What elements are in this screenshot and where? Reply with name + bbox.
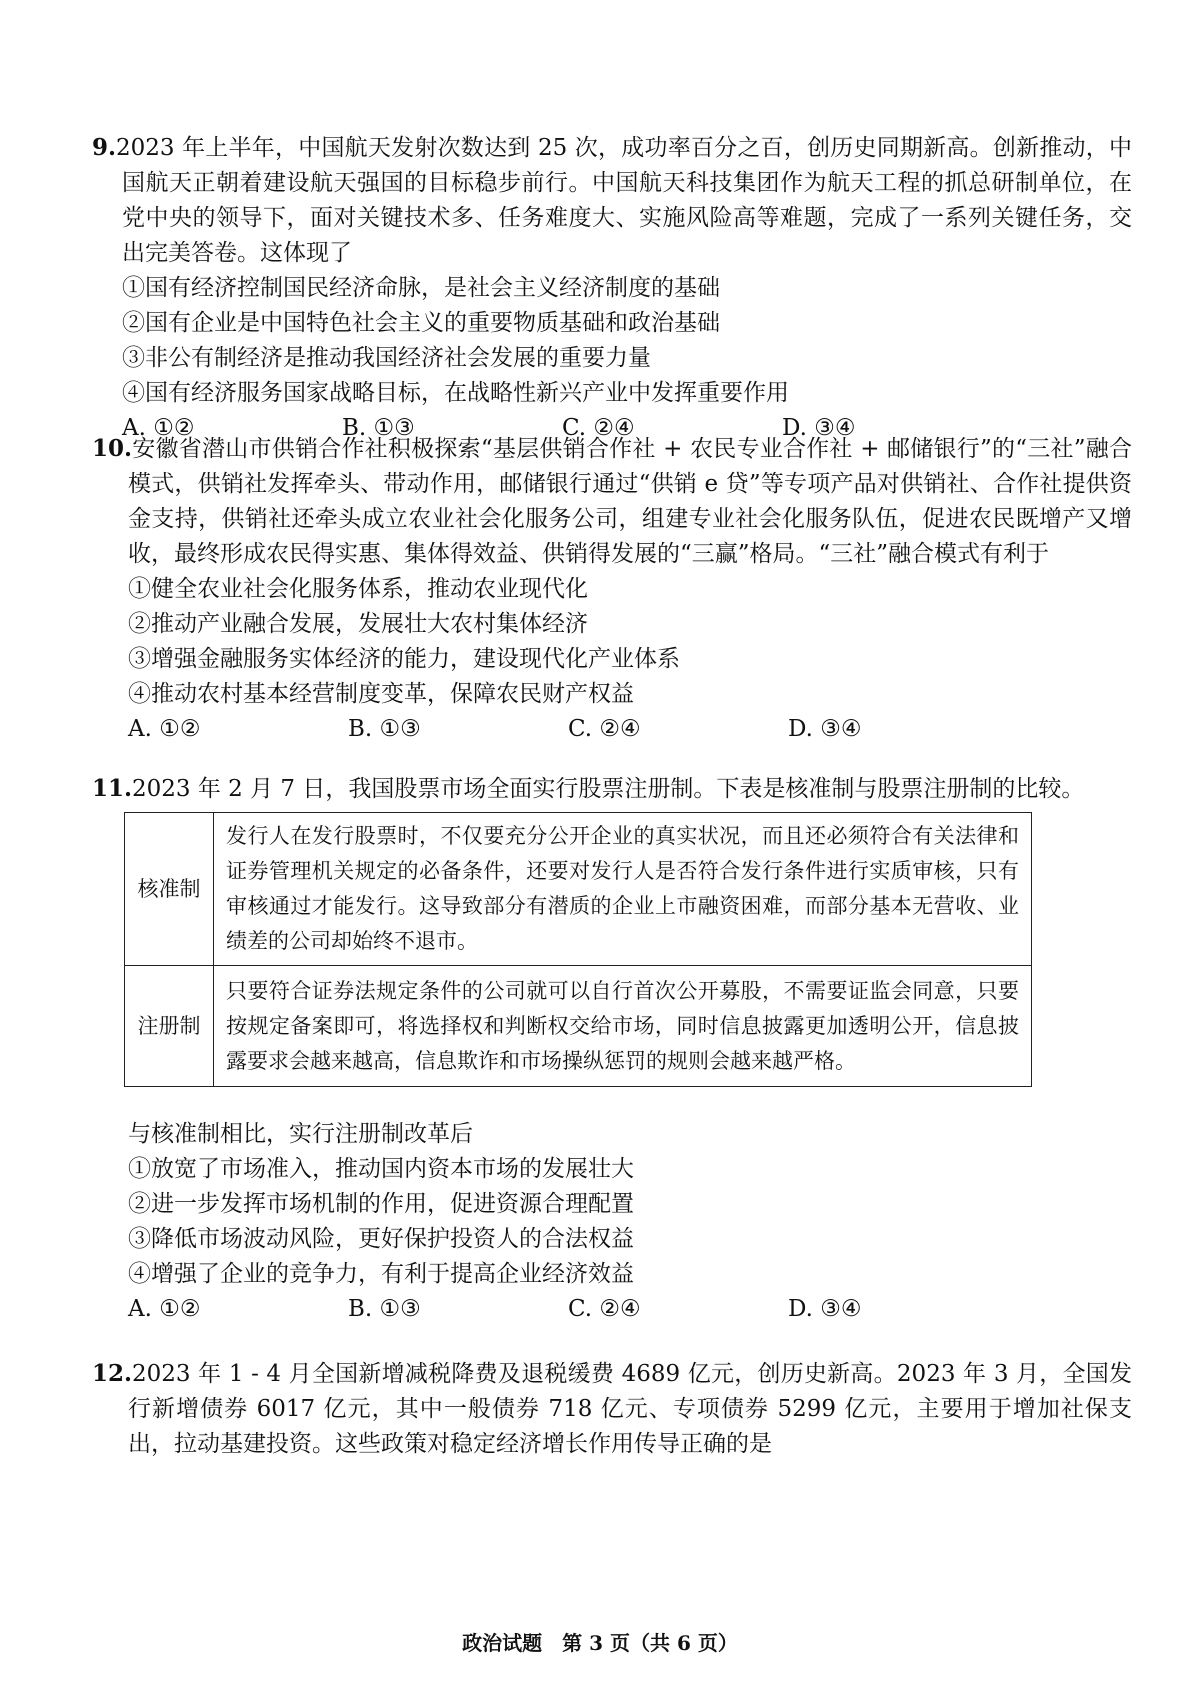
page-footer: 政治试题 第 3 页（共 6 页）	[462, 1631, 738, 1655]
option-3: ③增强金融服务实体经济的能力，建设现代化产业体系	[128, 646, 680, 672]
table-row	[125, 813, 1032, 966]
option-1: ①健全农业社会化服务体系，推动农业现代化	[128, 576, 588, 602]
option-1: ①国有经济控制国民经济命脉，是社会主义经济制度的基础	[122, 275, 720, 301]
choice-a[interactable]: A. ①②	[128, 716, 201, 742]
question-text: 2023 年 2 月 7 日，我国股票市场全面实行股票注册制。下表是核准制与股票注册制的比较。	[132, 776, 1085, 802]
comparison-table	[124, 812, 1032, 1087]
question-number: 11.	[92, 775, 133, 802]
choice-b[interactable]: B. ①③	[342, 415, 415, 441]
option-2: ②进一步发挥市场机制的作用，促进资源合理配置	[128, 1191, 634, 1217]
choice-a[interactable]: A. ①②	[122, 415, 195, 441]
choice-c[interactable]: C. ②④	[568, 716, 641, 742]
question-number: 10.	[92, 435, 133, 462]
option-2: ②推动产业融合发展，发展壮大农村集体经济	[128, 611, 588, 637]
option-4: ④推动农村基本经营制度变革，保障农民财产权益	[128, 681, 634, 707]
choice-b[interactable]: B. ①③	[348, 716, 421, 742]
option-4: ④国有经济服务国家战略目标，在战略性新兴产业中发挥重要作用	[122, 380, 789, 406]
choice-a[interactable]: A. ①②	[128, 1296, 201, 1322]
row-label-approval: 核准制	[125, 813, 214, 966]
table-row	[125, 966, 1032, 1087]
question-stem	[92, 130, 1132, 271]
question-10	[92, 431, 1132, 747]
choice-d[interactable]: D. ③④	[788, 1296, 862, 1322]
question-11-stem	[92, 771, 1132, 807]
question-9	[92, 130, 1132, 446]
option-2: ②国有企业是中国特色社会主义的重要物质基础和政治基础	[122, 310, 720, 336]
question-12	[92, 1356, 1132, 1462]
choice-c[interactable]: C. ②④	[562, 415, 635, 441]
question-text: 2023 年上半年，中国航天发射次数达到 25 次，成功率百分之百，创历史同期新高。创新推动，中国航天正朝着建设航天强国的目标稳步前行。中国航天科技集团作为航天工程的抓总研制单位，在党中央的领导下，面对关键技术多、任务难度大、实施风险高等难题，完成了一系列关键任务，交出完美答卷。这体现了	[116, 135, 1132, 266]
choice-d[interactable]: D. ③④	[782, 415, 856, 441]
row-text-registration: 只要符合证券法规定条件的公司就可以自行首次公开募股，不需要证监会同意，只要按规定备案即可，将选择权和判断权交给市场，同时信息披露更加透明公开，信息披露要求会越来越高，信息欺诈和市场操纵惩罚的规则会越来越严格。	[214, 966, 1032, 1087]
question-number: 12.	[92, 1360, 133, 1387]
choice-c[interactable]: C. ②④	[568, 1296, 641, 1322]
question-prompt: 与核准制相比，实行注册制改革后	[128, 1121, 473, 1147]
answer-choices	[92, 712, 1132, 747]
answer-choices	[92, 1292, 1132, 1327]
question-number: 9.	[92, 134, 117, 161]
option-3: ③非公有制经济是推动我国经济社会发展的重要力量	[122, 345, 651, 371]
option-3: ③降低市场波动风险，更好保护投资人的合法权益	[128, 1226, 634, 1252]
option-4: ④增强了企业的竞争力，有利于提高企业经济效益	[128, 1261, 634, 1287]
question-stem	[92, 431, 1132, 572]
choice-d[interactable]: D. ③④	[788, 716, 862, 742]
option-1: ①放宽了市场准入，推动国内资本市场的发展壮大	[128, 1156, 634, 1182]
question-text: 安徽省潜山市供销合作社积极探索“基层供销合作社 + 农民专业合作社 + 邮储银行”的“三社”融合模式，供销社发挥牵头、带动作用，邮储银行通过“供销 e 贷”等专项产品对供销社、合作社提供资金支持，供销社还牵头成立农业社会化服务公司，组建专业社会化服务队伍，促进农民既增产又增收，最终形成农民得实惠、集体得效益、供销得发展的“三赢”格局。“三社”融合模式有利于	[128, 436, 1132, 567]
question-text: 2023 年 1 - 4 月全国新增减税降费及退税缓费 4689 亿元，创历史新高。2023 年 3 月，全国发行新增债券 6017 亿元，其中一般债券 718 亿元、专项债券 5299 亿元，主要用于增加社保支出，拉动基建投资。这些政策对稳定经济增长作用传导正确的是	[128, 1361, 1132, 1457]
question-stem	[92, 771, 1132, 807]
row-text-approval: 发行人在发行股票时，不仅要充分公开企业的真实状况，而且还必须符合有关法律和证券管理机关规定的必备条件，还要对发行人是否符合发行条件进行实质审核，只有审核通过才能发行。这导致部分有潜质的企业上市融资困难，而部分基本无营收、业绩差的公司却始终不退市。	[214, 813, 1032, 966]
row-label-registration: 注册制	[125, 966, 214, 1087]
question-11-options	[92, 1117, 1132, 1327]
question-stem	[92, 1356, 1132, 1462]
choice-b[interactable]: B. ①③	[348, 1296, 421, 1322]
